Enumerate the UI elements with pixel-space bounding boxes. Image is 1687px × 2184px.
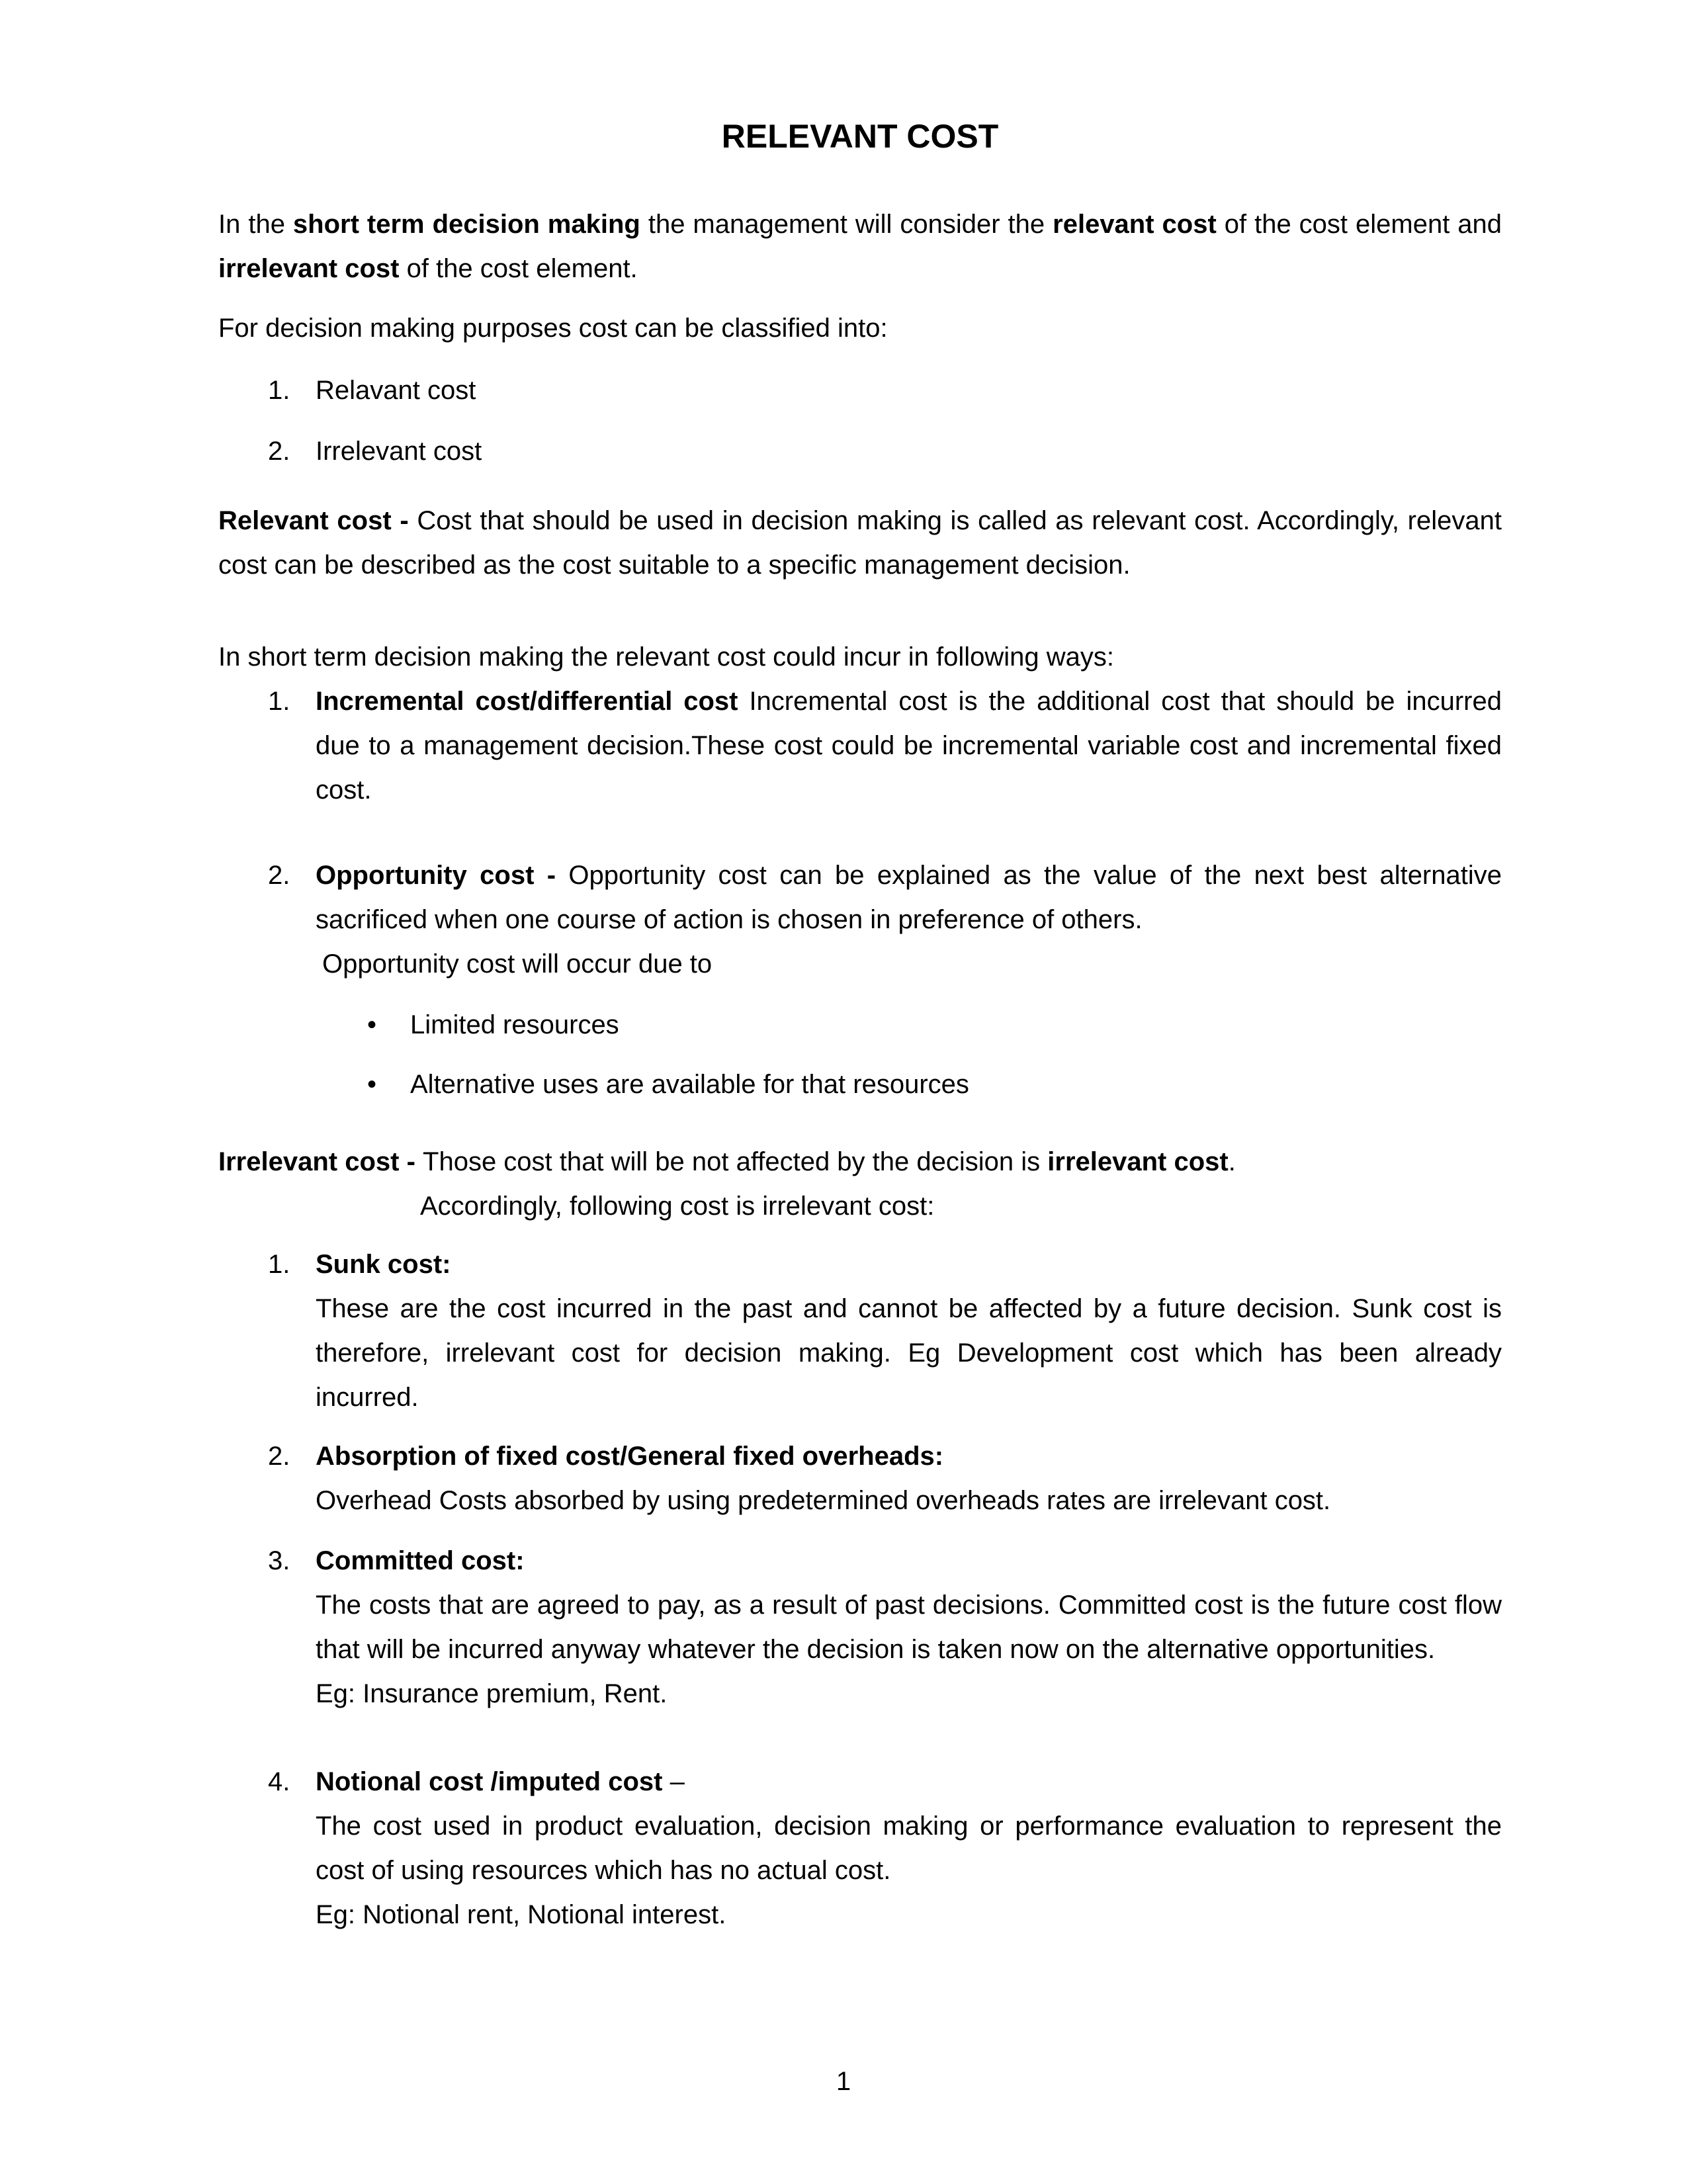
text-run: the management will consider the [640, 210, 1053, 239]
text-run-bold: irrelevant cost [218, 254, 400, 283]
text-line: cost. [316, 775, 372, 805]
page-number: 1 [836, 2067, 851, 2096]
text-line: Relavant cost [316, 376, 476, 405]
text-line [218, 247, 1502, 291]
bullet-icon: • [367, 1010, 377, 1039]
page-title: RELEVANT COST [721, 118, 999, 155]
list-number: 1. [268, 1250, 290, 1279]
text-run-bold: Incremental cost/differential cost [316, 687, 738, 716]
list-item-body [316, 853, 1502, 986]
list-item-body [316, 679, 1502, 812]
text-run: Incremental cost is the additional cost that should be incurred [738, 687, 1502, 716]
text-run: Cost that should be used in decision making is called as relevant cost. Accordingly, relevant [417, 506, 1502, 535]
text-line: cost can be described as the cost suitable to a specific management decision. [218, 550, 1131, 580]
bullet-item-alternative-uses [218, 1063, 1502, 1107]
text-line: These are the cost incurred in the past and cannot be affected by a future decision. Sunk cost is [316, 1294, 1502, 1323]
ways-lead: In short term decision making the relevant cost could incur in following ways: [218, 642, 1114, 672]
text-line: Overhead Costs absorbed by using predetermined overheads rates are irrelevant cost. [316, 1486, 1331, 1515]
irrelevant-cost-definition [218, 1140, 1502, 1229]
text-line [218, 202, 1502, 247]
bullet-item-limited-resources [218, 1003, 1502, 1047]
text-line: sacrificed when one course of action is chosen in preference of others. [316, 905, 1143, 934]
text-line [316, 679, 1502, 724]
text-run-bold: relevant cost [1053, 210, 1217, 239]
classification-item-2 [218, 429, 1502, 474]
text-run: Those cost that will be not affected by the decision is [423, 1147, 1048, 1176]
classification-lead: For decision making purposes cost can be classified into: [218, 314, 888, 343]
text-line: incurred. [316, 1383, 419, 1412]
way-item-incremental [218, 679, 1502, 812]
text-line: Irrelevant cost [316, 437, 482, 466]
text-run-bold: Irrelevant cost - [218, 1147, 423, 1176]
list-number: 2. [268, 437, 290, 466]
text-run: of the cost element. [399, 254, 638, 283]
classification-item-1 [218, 369, 1502, 413]
item-heading [316, 1760, 1502, 1804]
text-line: Opportunity cost will occur due to [322, 949, 713, 979]
irrelevant-item-notional-cost [218, 1760, 1502, 1937]
text-run: In the [218, 210, 293, 239]
text-run-bold: Committed cost: [316, 1546, 525, 1575]
item-heading [316, 1243, 1502, 1287]
list-item-body [316, 1434, 1502, 1523]
text-line: Accordingly, following cost is irrelevant cost: [420, 1192, 935, 1221]
text-run-bold: Opportunity cost - [316, 861, 569, 890]
list-number: 1. [268, 687, 290, 716]
relevant-cost-definition [218, 499, 1502, 588]
text-run-bold: Sunk cost: [316, 1250, 451, 1279]
list-number: 4. [268, 1767, 290, 1796]
item-heading [316, 1539, 1502, 1583]
text-run: Opportunity cost can be explained as the value of the next best alternative [568, 861, 1502, 890]
text-run-bold: irrelevant cost [1047, 1147, 1229, 1176]
irrelevant-item-sunk-cost [218, 1243, 1502, 1420]
text-run-bold: short term decision making [292, 210, 640, 239]
text-line: Limited resources [410, 1010, 619, 1039]
text-line: Eg: Insurance premium, Rent. [316, 1679, 668, 1708]
text-line: Eg: Notional rent, Notional interest. [316, 1900, 726, 1929]
text-run: of the cost element and [1216, 210, 1502, 239]
item-heading [316, 1434, 1502, 1479]
list-number: 1. [268, 376, 290, 405]
text-run: – [662, 1767, 685, 1796]
way-item-opportunity [218, 853, 1502, 986]
irrelevant-item-absorption [218, 1434, 1502, 1523]
list-number: 2. [268, 1442, 290, 1471]
list-item-body [316, 1243, 1502, 1420]
text-line: cost of using resources which has no actual cost. [316, 1856, 891, 1885]
text-line: Alternative uses are available for that resources [410, 1070, 969, 1099]
text-line: The costs that are agreed to pay, as a result of past decisions. Committed cost is the future cost flow [316, 1591, 1502, 1620]
text-run-bold: Absorption of fixed cost/General fixed overheads: [316, 1442, 944, 1471]
list-number: 2. [268, 861, 290, 890]
intro-paragraph [218, 202, 1502, 291]
list-item-body [316, 1760, 1502, 1937]
text-line: The cost used in product evaluation, decision making or performance evaluation to represent the [316, 1812, 1502, 1841]
bullet-icon: • [367, 1070, 377, 1099]
text-line [316, 853, 1502, 898]
text-run-bold: Relevant cost - [218, 506, 417, 535]
text-line: due to a management decision.These cost could be incremental variable cost and incremental fixed [316, 731, 1502, 760]
irrelevant-item-committed-cost [218, 1539, 1502, 1716]
text-run-bold: Notional cost /imputed cost [316, 1767, 663, 1796]
text-line: therefore, irrelevant cost for decision making. Eg Development cost which has been already [316, 1338, 1502, 1368]
text-line [218, 1140, 1502, 1184]
list-number: 3. [268, 1546, 290, 1575]
text-line: that will be incurred anyway whatever the decision is taken now on the alternative opportunities. [316, 1635, 1436, 1664]
text-line [218, 499, 1502, 543]
text-run: . [1228, 1147, 1236, 1176]
list-item-body [316, 1539, 1502, 1716]
